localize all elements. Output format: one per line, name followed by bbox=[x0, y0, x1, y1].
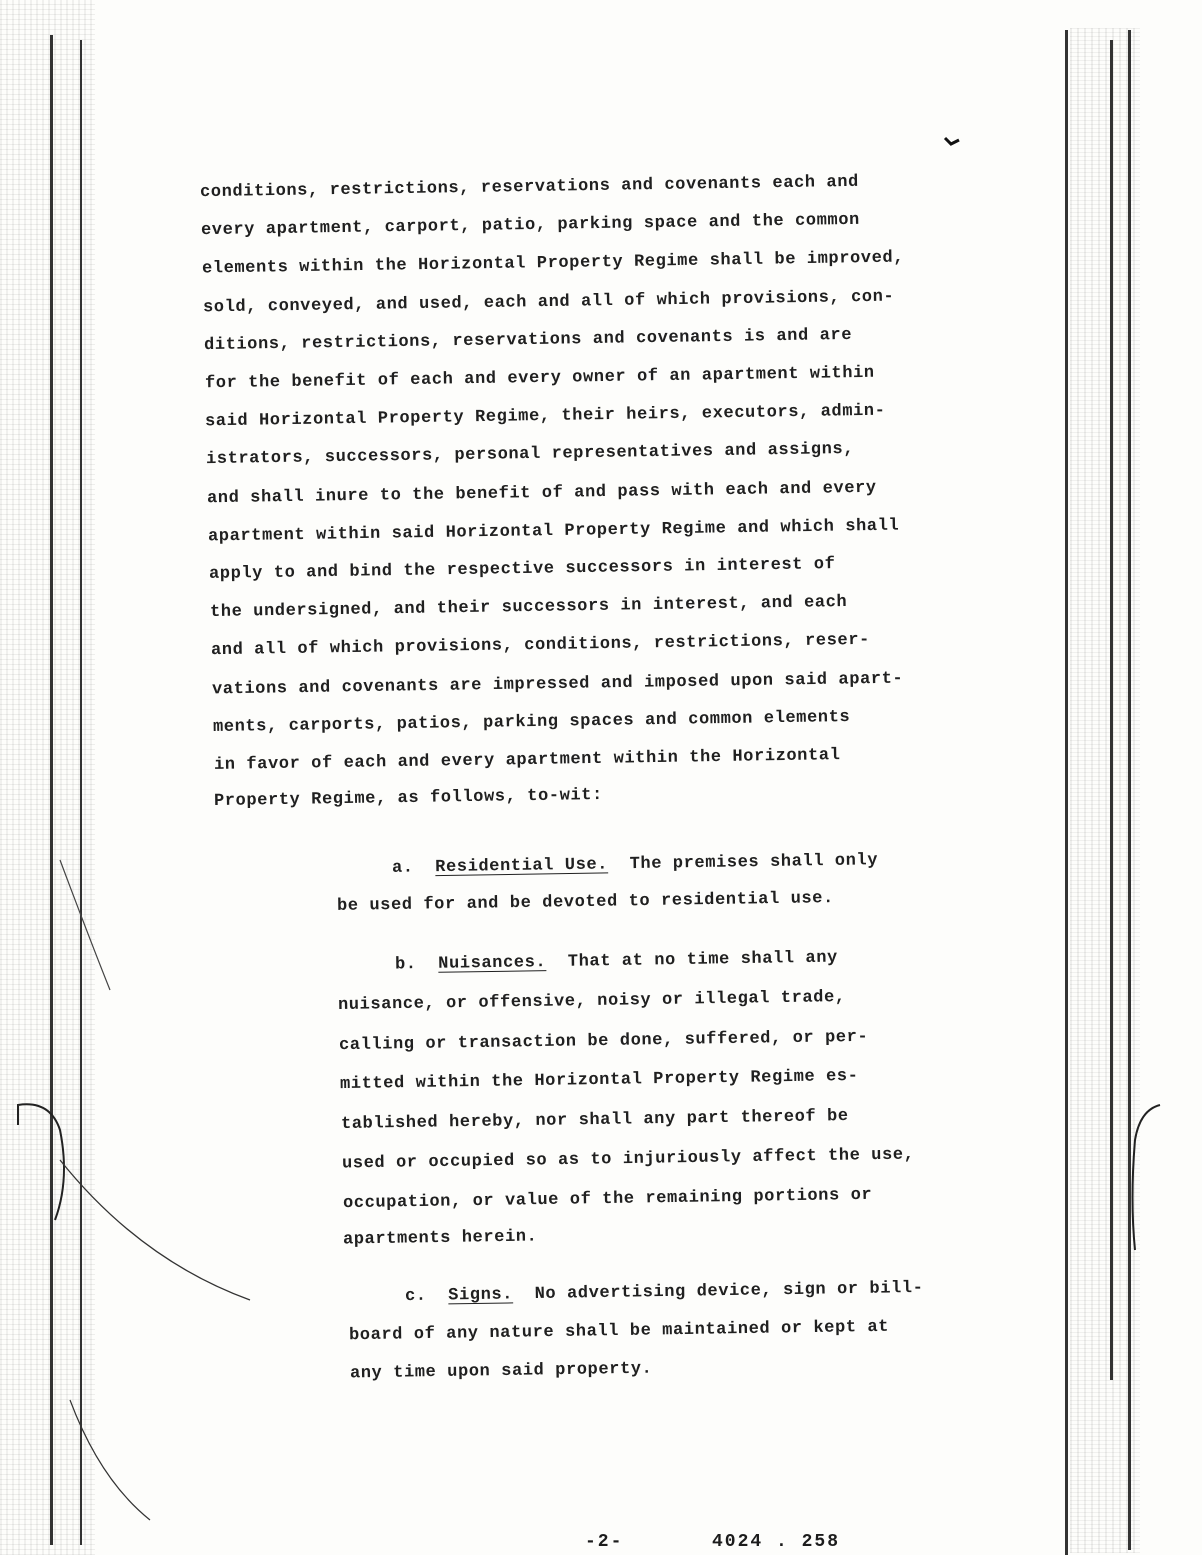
section-a-line: be used for and be devoted to residential use. bbox=[336, 889, 835, 916]
section-b-line: used or occupied so as to injuriously affect the use, bbox=[341, 1145, 915, 1174]
section-b-line: nuisance, or offensive, noisy or illegal trade, bbox=[337, 988, 846, 1015]
page-number: -2- bbox=[585, 1532, 624, 1552]
section-b-text: That at no time shall any bbox=[567, 948, 839, 972]
body-line: and shall inure to the benefit of and pass with each and every bbox=[207, 478, 877, 508]
record-number: 4024 . 258 bbox=[712, 1532, 841, 1552]
section-c-text: No advertising device, sign or bill- bbox=[534, 1278, 924, 1305]
section-c-line: any time upon said property. bbox=[349, 1359, 653, 1384]
section-c-letter: c. bbox=[404, 1286, 427, 1307]
body-line: ditions, restrictions, reservations and covenants is and are bbox=[203, 325, 852, 355]
section-b-line: occupation, or value of the remaining portions or bbox=[342, 1185, 872, 1213]
section-c-heading: Signs. bbox=[448, 1285, 514, 1306]
body-line: the undersigned, and their successors in interest, and each bbox=[209, 593, 848, 623]
section-b-line: mitted within the Horizontal Property Regime es- bbox=[339, 1066, 859, 1095]
section-b-line: calling or transaction be done, suffered, or per- bbox=[338, 1027, 869, 1055]
body-line: vations and covenants are impressed and imposed upon said apart- bbox=[211, 669, 904, 700]
section-b-line: apartments herein. bbox=[343, 1227, 538, 1250]
body-line: sold, conveyed, and used, each and all of which provisions, con- bbox=[202, 287, 895, 318]
section-b-heading: Nuisances. bbox=[438, 953, 547, 974]
body-line: apartment within said Horizontal Property Regime and which shall bbox=[207, 516, 900, 547]
body-line: elements within the Horizontal Property Regime shall be improved, bbox=[201, 248, 905, 279]
section-b-line: tablished hereby, nor shall any part thereof be bbox=[340, 1106, 849, 1134]
section-b-letter: b. bbox=[394, 955, 417, 975]
body-line: ments, carports, patios, parking spaces and common elements bbox=[212, 707, 851, 737]
body-line: istrators, successors, personal representatives and assigns, bbox=[206, 440, 855, 470]
section-a-letter: a. bbox=[391, 858, 414, 878]
section-c-line: board of any nature shall be maintained or kept at bbox=[348, 1317, 890, 1346]
body-line: every apartment, carport, patio, parking space and the common bbox=[200, 211, 860, 241]
body-line: Property Regime, as follows, to-wit: bbox=[214, 786, 604, 812]
section-a-heading: Residential Use. bbox=[435, 855, 609, 878]
body-line: conditions, restrictions, reservations and covenants each and bbox=[199, 172, 860, 203]
section-a-text: The premises shall only bbox=[629, 851, 879, 875]
body-line: for the benefit of each and every owner of an apartment within bbox=[204, 363, 875, 394]
body-line: and all of which provisions, conditions, restrictions, reser- bbox=[210, 631, 870, 661]
body-line: apply to and bind the respective successors in interest of bbox=[208, 555, 836, 584]
body-line: in favor of each and every apartment within the Horizontal bbox=[213, 746, 841, 775]
body-line: said Horizontal Property Regime, their heirs, executors, admin- bbox=[205, 401, 887, 432]
